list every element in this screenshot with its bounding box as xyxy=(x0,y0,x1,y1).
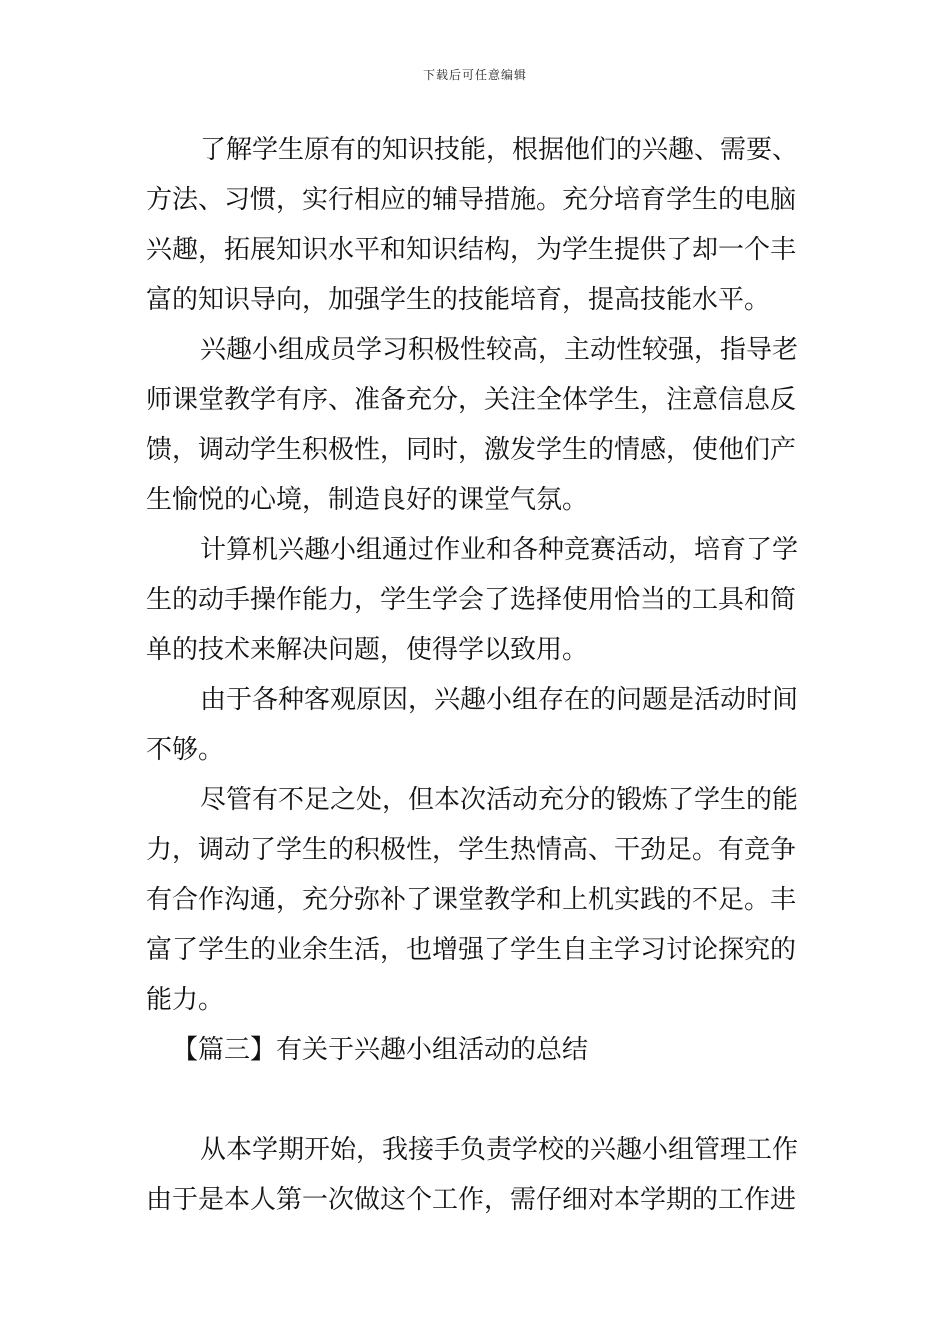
text-line: 生愉悦的心境，制造良好的课堂气氛。 xyxy=(146,485,589,515)
text-line: 由于各种客观原因，兴趣小组存在的问题是活动时间 xyxy=(200,685,799,715)
text-line: 兴趣，拓展知识水平和知识结构，为学生提供了却一个丰 xyxy=(146,235,797,265)
download-note: 下载后可任意编辑 xyxy=(422,68,527,82)
text-line: 能力。 xyxy=(146,985,225,1015)
paragraph xyxy=(146,675,808,775)
paragraph xyxy=(146,325,808,525)
text-line: 从本学期开始，我接手负责学校的兴趣小组管理工作 xyxy=(200,1135,799,1165)
text-line: 生的动手操作能力，学生学会了选择使用恰当的工具和简 xyxy=(146,585,797,615)
text-line: 馈，调动学生积极性，同时，激发学生的情感，使他们产 xyxy=(146,435,797,465)
text-line: 尽管有不足之处，但本次活动充分的锻炼了学生的能 xyxy=(200,785,799,815)
text-line: 力，调动了学生的积极性，学生热情高、干劲足。有竞争 xyxy=(146,835,797,865)
text-line: 富了学生的业余生活，也增强了学生自主学习讨论探究的 xyxy=(146,935,797,965)
text-line: 有合作沟通，充分弥补了课堂教学和上机实践的不足。丰 xyxy=(146,885,797,915)
text-line: 单的技术来解决问题，使得学以致用。 xyxy=(146,635,589,665)
document-body xyxy=(146,125,808,1225)
text-line: 计算机兴趣小组通过作业和各种竞赛活动，培育了学 xyxy=(200,535,799,565)
blank-line xyxy=(146,1075,808,1125)
paragraph xyxy=(146,775,808,1025)
text-line: 不够。 xyxy=(146,735,225,765)
text-line: 方法、习惯，实行相应的辅导措施。充分培育学生的电脑 xyxy=(146,185,797,215)
paragraph xyxy=(146,125,808,325)
section-heading: 【篇三】有关于兴趣小组活动的总结 xyxy=(172,1035,589,1065)
paragraph xyxy=(146,525,808,675)
text-line: 由于是本人第一次做这个工作，需仔细对本学期的工作进 xyxy=(146,1185,797,1215)
text-line: 兴趣小组成员学习积极性较高，主动性较强，指导老 xyxy=(200,335,799,365)
text-line: 师课堂教学有序、准备充分，关注全体学生，注意信息反 xyxy=(146,385,797,415)
text-line: 富的知识导向，加强学生的技能培育，提高技能水平。 xyxy=(146,285,771,315)
text-line: 了解学生原有的知识技能，根据他们的兴趣、需要、 xyxy=(200,135,799,165)
paragraph xyxy=(146,1125,808,1225)
